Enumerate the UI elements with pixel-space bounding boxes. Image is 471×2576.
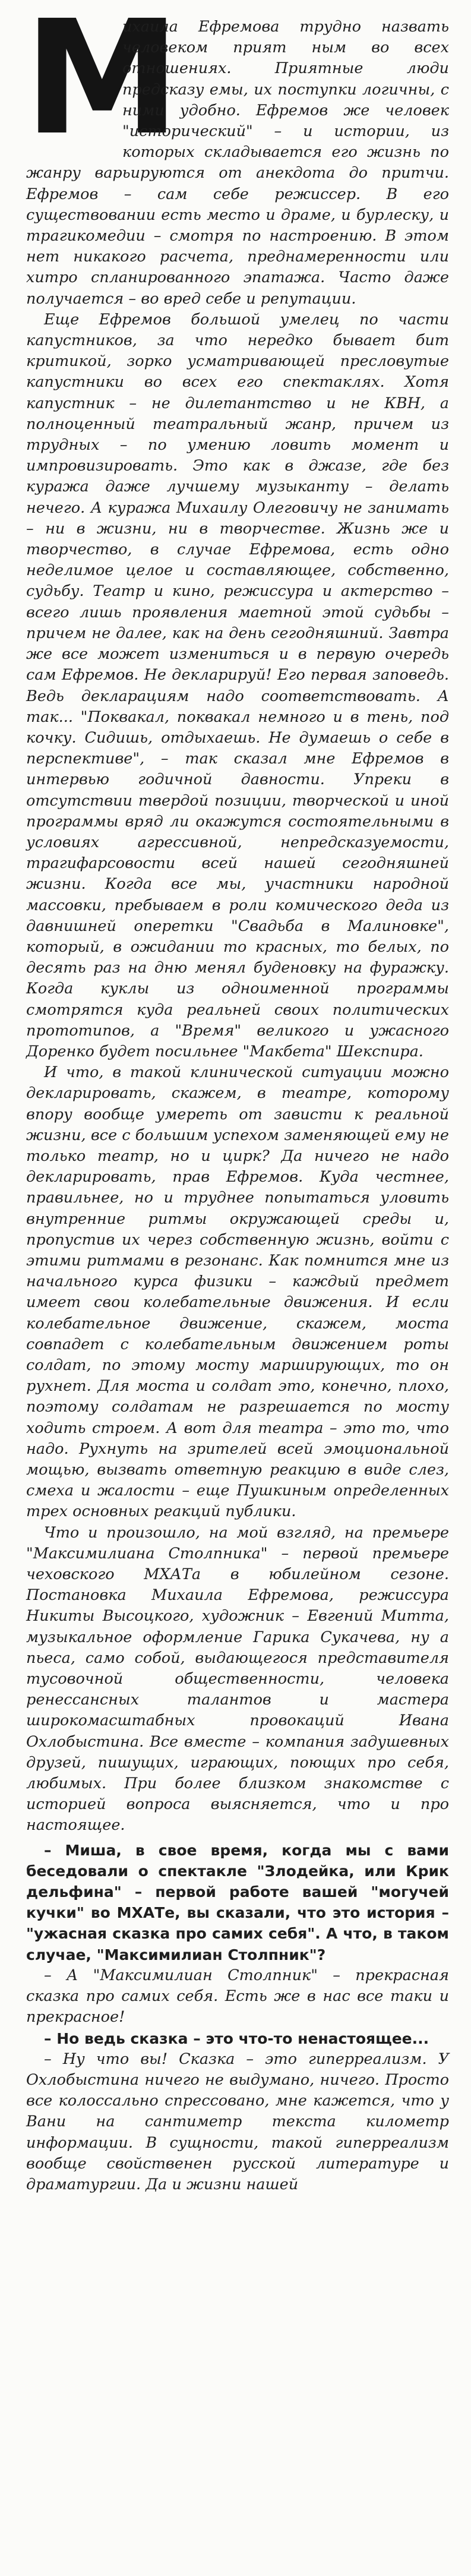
interview-answer-1: – А "Максимилиан Столпник" – прекрасная сказка про самих себя. Есть же в нас все таки и прекрасное!	[26, 1966, 449, 2026]
paragraph-clinical-situation: И что, в такой клинической ситуации можно декларировать, скажем, в театре, которому впору вообще умереть от зависти к реальной жизни, все с большим успехом заменяющей ему не только театр, но и цирк? Да ничего не надо декларировать, прав Ефремов. Куда честнее, правильнее, но и труднее попытаться уловить внутренние ритмы окружающей среды и, пропустив их через собственную жизнь, войти с этими ритмами в резонанс. Как помнится мне из начального курса физики – каждый предмет имеет свои колебательные движения. И если колебательное движение, скажем, моста совпадет с колебательным движением роты солдат, по этому мосту марширующих, то он рухнет. Для моста и солдат это, конечно, плохо, поэтому солдатам не разрешается по мосту ходить строем. А вот для театра – это то, что надо. Рухнуть на зрителей всей эмоциональной мощью, вызвать ответную реакцию в виде слез, смеха и жалости – еще Пушкиным определенных трех основных реакций публики.	[26, 1063, 449, 1521]
paragraph-premiere: Что и произошло, на мой взгляд, на премьере "Максимилиана Столпника" – первой премьере чеховского МХАТа в юбилейном сезоне. Постановка Михаила Ефремова, режиссура Никиты Высоцкого, художник – Евгений Митта, музыкальное оформление Гарика Сукачева, ну а пьеса, само собой, выдающегося представителя тусовочной общественности, человека ренессансных талантов и мастера широкомасштабных провокаций Ивана Охлобыстина. Все вместе – компания задушевных друзей, пишущих, играющих, поющих про себя, любимых. При более близком знакомстве с историей вопроса выясняется, что и про настоящее.	[26, 1523, 449, 1835]
drop-cap-letter: М	[24, 0, 177, 170]
interview-question-2: – Но ведь сказка – это что-то ненастоящее...	[44, 2029, 429, 2047]
interview-answer-2: – Ну что вы! Сказка – это гиперреализм. У Охлобыстина ничего не выдумано, ничего. Просто все колоссально спрессовано, мне кажется, что у Вани на сантиметр текста километр информации. В сущности, такой гиперреализм вообще свойственен русской литературе и драматургии. Да и жизни нашей	[26, 2050, 449, 2193]
interview-question-1: – Миша, в свое время, когда мы с вами беседовали о спектакле "Злодейка, или Крик дельфина" – первой работе вашей "могучей кучки" во МХАТе, вы сказали, что это история – "ужасная сказка про самих себя". А что, в таком случае, "Максимилиан Столпник"?	[26, 1841, 449, 1963]
article-column	[24, 0, 449, 2195]
paragraph-intro: ихаила Ефремова трудно назвать человеком прият ным во всех отношениях. Приятные люди предсказу емы, их поступки логичны, с ними удобно. Ефремов же человек "исторический" – и истории, из которых складывается его жизнь по жанру варьируются от анекдота до притчи. Ефремов – сам себе режиссер. В его существовании есть место и драме, и бурлеску, и трагикомедии – смотря по настроению. В этом нет никакого расчета, преднамеренности или хитро спланированного эпатажа. Часто даже получается – во вред себе и репутации.	[26, 18, 449, 308]
paragraph-capustniki: Еще Ефремов большой умелец по части капустников, за что нередко бывает бит критикой, зорко усматривающей пресловутые капустники во всех его спектаклях. Хотя капустник – не дилетантство и не КВН, а полноценный театральный жанр, причем из трудных – по умению ловить момент и импровизировать. Это как в джазе, где без куража даже лучшему музыканту – делать нечего. А куража Михаилу Олеговичу не занимать – ни в жизни, ни в творчестве. Жизнь же и творчество, в случае Ефремова, есть одно неделимое целое и составляющее, собственно, судьбу. Театр и кино, режиссура и актерство – всего лишь проявления маетной этой судьбы – причем не далее, как на день сегодняшний. Завтра же все может измениться и в первую очередь сам Ефремов. Не декларируй! Его первая заповедь. Ведь декларациям надо соответствовать. А так... "Поквакал, поквакал немного и в тень, под кочку. Сидишь, отдыхаешь. Не думаешь о себе в перспективе", – так сказал мне Ефремов в интервью годичной давности. Упреки в отсутствии твердой позиции, творческой и иной программы вряд ли окажутся состоятельными в условиях агрессивной, непредсказуемости, трагифарсовости всей нашей сегодняшней жизни. Когда все мы, участники народной массовки, пребываем в роли комического деда из давнишней оперетки "Свадьба в Малиновке", который, в ожидании то красных, то белых, по десять раз на дню менял буденовку на фуражку. Когда куклы из одноименной программы смотрятся куда реальней своих политических прототипов, а "Время" великого и ужасного Доренко будет посильнее "Макбета" Шекспира.	[26, 310, 449, 1060]
